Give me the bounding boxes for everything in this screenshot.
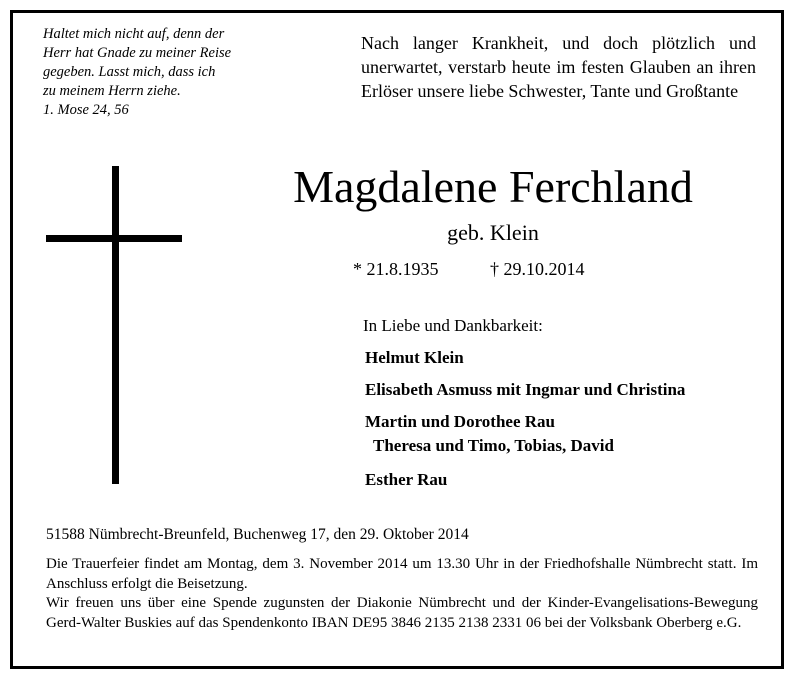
mourner-name: Helmut Klein — [365, 348, 464, 367]
donation-info: Wir freuen uns über eine Spende zugunsten der Diakonie Nümbrecht und der Kinder-Evangelisations-Bewegung Gerd-Walter Buskies auf das Spendenkonto IBAN DE95 3846 2135 2138 2331 06 bei der Volksbank Oberberg e.G. — [46, 595, 758, 631]
funeral-info: Die Trauerfeier findet am Montag, dem 3. November 2014 um 13.30 Uhr in der Friedhofshalle Nümbrecht statt. Im Anschluss erfolgt die Beisetzung. — [46, 556, 758, 592]
bible-verse — [43, 25, 293, 120]
mourner-name: Esther Rau — [365, 470, 448, 489]
birth-date: * 21.8.1935 — [353, 259, 439, 279]
funeral-details — [46, 555, 758, 633]
mourners-intro: In Liebe und Dankbarkeit: — [363, 316, 543, 335]
maiden-name: geb. Klein — [447, 220, 539, 245]
cross-horizontal-bar — [46, 235, 182, 242]
verse-line: Haltet mich nicht auf, denn der — [43, 26, 225, 42]
intro-text: Nach langer Krankheit, und doch plötzlich und unerwartet, verstarb heute im festen Glauben an ihren Erlöser unsere liebe Schwester, Tante und Großtante — [361, 33, 756, 101]
verse-reference: 1. Mose 24, 56 — [43, 102, 129, 118]
mourner-name: Theresa und Timo, Tobias, David — [373, 436, 614, 455]
verse-line: Herr hat Gnade zu meiner Reise — [43, 45, 232, 61]
verse-line: gegeben. Lasst mich, dass ich — [43, 64, 216, 80]
location-date-line: 51588 Nümbrecht-Breunfeld, Buchenweg 17, den 29. Oktober 2014 — [46, 526, 469, 543]
mourner-name: Martin und Dorothee Rau — [365, 412, 555, 431]
mourner-name: Elisabeth Asmuss mit Ingmar und Christina — [365, 380, 686, 399]
deceased-name: Magdalene Ferchland — [293, 161, 693, 212]
obituary-notice — [10, 10, 784, 669]
death-date: † 29.10.2014 — [490, 259, 585, 279]
verse-line: zu meinem Herrn ziehe. — [43, 83, 181, 99]
cross-vertical-bar — [112, 166, 119, 484]
